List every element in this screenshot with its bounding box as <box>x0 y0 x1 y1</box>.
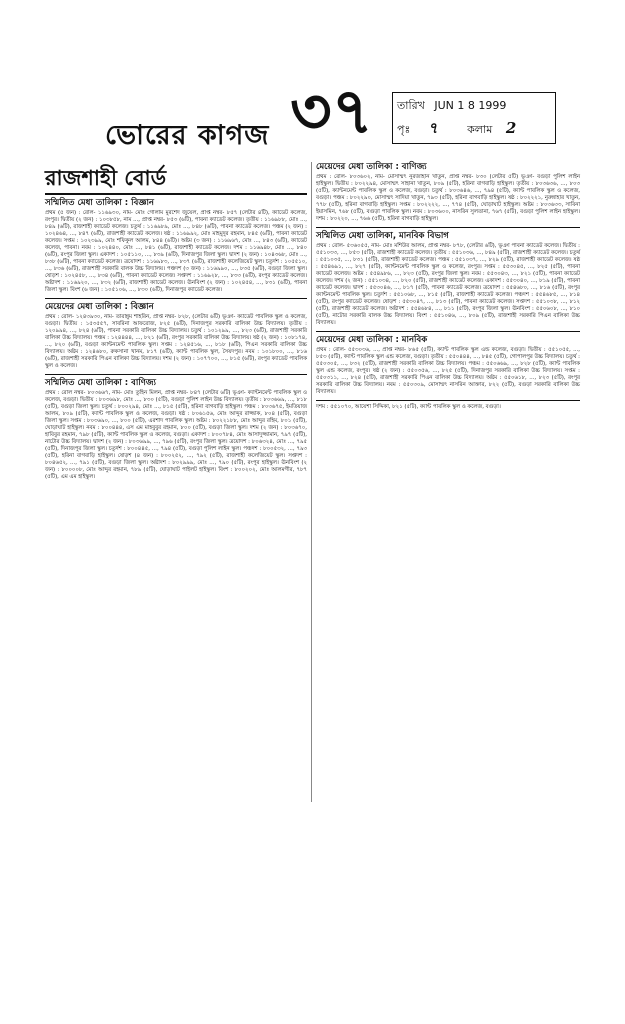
merit-list-text: প্রথম : রোল- ৫৩৬০৫৫, নাম- মোঃ মশিউর আলম, প্রাপ্ত নম্বর- ৮৭৮, (লেটার ৬টি), ভূঞা পাবনা ক্যাডেট কলেজ। দ্বিতীয় : ৫৫১০৩৩, ..., ৮৫৩ (৫টি), রাজশাহী ক্যাডেট কলেজ। তৃতীয় : ৫৫১০৩৬, ..., ৮৪৯ (৫টি), রাজশাহী ক্যাডেট কলেজ। চতুর্থ : ৫৫১০৩৫, ..., ৮৩১ (৫টি), রাজশাহী ক্যাডেট কলেজ। পঞ্চম : ৫৫১০৩৭, ..., ৮২৯ (৫টি), রাজশাহী ক্যাডেট কলেজ। ষষ্ঠ : ৫৫৪৬৯১, ..., ৮২৭ (৫টি), ক্যান্টনমেন্ট পাবলিক স্কুল ও কলেজ, রংপুর। সপ্তম : ৫৫৩০৪৫, ..., ৮২৫ (৫টি), পাবনা ক্যাডেট কলেজ। অষ্টম : ৫৫৪৯৮৬, ..., ৮২৩ (৫টি), রংপুর জিলা স্কুল। নবম : ৫৫৩০৪৩, ..., ৮২১ (৫টি), পাবনা ক্যাডেট কলেজ। দশম (২ জন) : ৫৫১০৩৪, ..., ৮২০ (৫টি), রাজশাহী ক্যাডেট কলেজ। একাদশ : ৫৫৩০৪০, ..., ৮১৯ (৫টি), পাবনা ক্যাডেট কলেজ। দ্বাদশ : ৫৫৩০৪৬, ..., ৮১৭ (৫টি), পাবনা ক্যাডেট কলেজ। ত্রয়োদশ : ৫৫৪৬৮০, ..., ৮১৬ (৫টি), রংপুর ক্যান্টনমেন্ট পাবলিক স্কুল। চতুর্দশ : ৫৫১০৬৮, ..., ৮১৫ (৫টি), রাজশাহী ক্যাডেট কলেজ। পঞ্চদশ : ৫৫৪৬৮৫, ..., ৮১৪ (৫টি), রংপুর ক্যাডেট কলেজ। ষোড়শ : ৫৫৩০৪৭, ..., ৮১৩ (৫টি), পাবনা ক্যাডেট কলেজ। সপ্তদশ : ৫৫১০৩৮, ..., ৮১২ (৫টি), রাজশাহী ক্যাডেট কলেজ। অষ্টাদশ : ৫৫৪৬৮৪, ..., ৮১১ (৫টি), রংপুর জিলা স্কুল। ঊনবিংশ : ৫৫০৬০৮, ..., ৮১০ (৫টি), নাটোর সরকারি বালক উচ্চ বিদ্যালয়। বিংশ : ৫৫১০৪৬, ..., ৮০৯ (৫টি), রাজশাহী সরকারি পিএন বালিকা উচ্চ বিদ্যালয়। <box>316 243 580 326</box>
merit-list-text: প্রথম : রোল- ১২৪৩৯৩০, নাম- তারান্নুম শাহরিন, প্রাপ্ত নম্বর- ৮২৮, (লেটার ৬টি) ভূঞা- ক্যাডেট পাবলিক স্কুল ও কলেজ, বগুড়া। দ্বিতীয় : ১৫৩৫৫৭, সাবরিনা আফরোজ, ৮২৫ (৬টি), দিনাজপুর সরকারি বালিকা উচ্চ বিদ্যালয়। তৃতীয় : ১২০৯৯৪, ..., ৮২৪ (৬টি), পাবনা সরকারি বালিকা উচ্চ বিদ্যালয়। চতুর্থ : ১০১২৯৯, ..., ৮২৩ (৬টি), রাজশাহী সরকারি বালিকা উচ্চ বিদ্যালয়। পঞ্চম : ১২৪৪৪৪, ..., ৮২১ (৬টি), রংপুর সরকারি বালিকা উচ্চ বিদ্যালয়। ষষ্ঠ (২ জন) : ১০৮১৭৪, ..., ৮২০ (৬টি), বগুড়া ক্যান্টনমেন্ট পাবলিক স্কুল। সপ্তম : ১২৪৫১৬, ..., ৮১৮ (৬টি), পিএন সরকারি বালিকা উচ্চ বিদ্যালয়। অষ্টম : ১২৪৬৮০, রুকসানা খানম, ৮১৭ (৬টি), ক্যান্ট পাবলিক স্কুল, সৈয়দপুর। নবম : ১০১৮০০, ..., ৮১৬ (৬টি), রাজশাহী সরকারি পিএন বালিকা উচ্চ বিদ্যালয়। দশম (২ জন) : ১০৭৭০০, ..., ৮১৫ (৬টি), রংপুর ক্যাডেট পাবলিক স্কুল ও কলেজ। <box>45 314 307 369</box>
stamp-date-row <box>397 97 506 116</box>
section-divider <box>316 400 580 401</box>
section-divider <box>316 331 580 332</box>
section-divider <box>45 374 307 375</box>
section-heading: সম্মিলিত মেধা তালিকা : বিজ্ঞান <box>45 198 154 208</box>
date-stamp <box>392 92 556 144</box>
stamp-page-row <box>397 117 516 142</box>
merit-list-text: প্রথম : রোল- ৫৫৩০৩৬, ..., প্রাপ্ত নম্বর- ৮৬৫ (৫টি), ক্যান্ট পাবলিক স্কুল এন্ড কলেজ, বগুড়া। দ্বিতীয় : ৫৫১০৫৫, ..., ৮৫৩ (৫টি), ক্যান্ট পাবলিক স্কুল এন্ড কলেজ, বগুড়া। তৃতীয় : ৫৫০৪৪৪, ..., ৮৪৫ (৫টি), গোপালপুর উচ্চ বিদ্যালয়। চতুর্থ : ৫৫০৩০৫, ..., ৮৩২ (৫টি), রাজশাহী সরকারি বালিকা উচ্চ বিদ্যালয়। পঞ্চম : ৫৫০৬৬৯, ..., ৮২৮ (৫টি), ক্যান্ট পাবলিক স্কুল এন্ড কলেজ, রংপুর। ষষ্ঠ (২ জন) : ৫৫০৩৫৬, ..., ৮২৫ (৫টি), দিনাজপুর সরকারি বালিকা উচ্চ বিদ্যালয়। সপ্তম : ৫৫০৩১১, ..., ৮২৪ (৫টি), রাজশাহী সরকারি পিএন বালিকা উচ্চ বিদ্যালয়। অষ্টম : ৫৫০৬১৮, ..., ৮২৩ (৫টি), রংপুর সরকারি বালিকা উচ্চ বিদ্যালয়। নবম : ৫৫০৩০৯, মোসাম্মৎ নাসরিন আক্তার, ৮২২ (৫টি), বগুড়া সরকারি বালিকা উচ্চ বিদ্যালয়। <box>316 347 580 395</box>
section-heading: সম্মিলিত মেধা তালিকা : বাণিজ্য <box>45 378 156 388</box>
section-heading: মেয়েদের মেধা তালিকা : বিজ্ঞান <box>45 302 154 312</box>
masthead <box>100 74 374 151</box>
handwritten-mark: ৩৭ <box>290 74 374 149</box>
section-heading: মেয়েদের মেধা তালিকা : বাণিজ্য <box>316 162 427 172</box>
stamp-column-value: 2 <box>505 119 517 137</box>
stamp-column-label: কলাম <box>467 123 493 136</box>
section-heading: সম্মিলিত মেধা তালিকা, মানবিক বিভাগ <box>316 231 449 241</box>
column-divider <box>311 162 312 802</box>
stamp-date-label: তারিখ <box>397 99 425 112</box>
merit-list-text: দশম : ৫৫১০৭০, আয়েশা সিদ্দিকা, ৮২১ (৫টি), ক্যান্ট পাবলিক স্কুল ও কলেজ, বগুড়া। <box>316 404 501 410</box>
stamp-page-label: পৃঃ <box>397 123 411 136</box>
merit-list-text: প্রথম (৫ জন) : রোল- ১১৬৯৩০, নাম- মোঃ গোলাম মুরশেদ জুয়েল, প্রাপ্ত নম্বর- ৮৫৭ (লেটার ৪টি), ক্যাডেট কলেজ, রংপুর। দ্বিতীয় (২ জন) : ১০৩৮৫৮, নাম ..., প্রাপ্ত নম্বর- ৮৫৩ (৬টি), পাবনা ক্যাডেট কলেজ। তৃতীয় : ১১৬৯৮৮, মোঃ ..., ৮৪৯ (৬টি), রাজশাহী ক্যাডেট কলেজ। চতুর্থ : ১১৬৯৮৯, মোঃ ..., ৮৪৮ (৬টি), পাবনা ক্যাডেট কলেজ। পঞ্চম (২ জন) : ১০২৪৬৪, ..., ৮৪৭ (৬টি), রাজশাহী ক্যাডেট কলেজ। ষষ্ঠ : ১১৬৯৯২, মোঃ মাহমুদুর রহমান, ৮৪৫ (৬টি), পাবনা ক্যাডেট কলেজ। সপ্তম : ১০২৩৯৯, মোঃ শফিকুল আলম, ৮৪৪ (৬টি)। অষ্টম (৩ জন) : ১১৬৯৬৭, মোঃ ..., ৮৪৩ (৬টি), ক্যাডেট কলেজ, পাবনা। নবম : ১০২৪৪০, মোঃ ..., ৮৪১ (৬টি), রাজশাহী ক্যাডেট কলেজ। দশম : ১১৬৯৪৮, মোঃ ..., ৮৪০ (৬টি), রংপুর জিলা স্কুল। একাদশ : ১০৫১১০, ..., ৮৩৯ (৬টি), দিনাজপুর জিলা স্কুল। দ্বাদশ (২ জন) : ১০৪৩৬৮, মোঃ ..., ৮৩৮ (৬টি), পাবনা ক্যাডেট কলেজ। ত্রয়োদশ : ১১৬৯৮৩, ..., ৮৩৭ (৬টি), রাজশাহী কলেজিয়েট স্কুল। চতুর্দশ : ১০৫৫১০, ..., ৮৩৬ (৬টি), রাজশাহী সরকারি বালক উচ্চ বিদ্যালয়। পঞ্চদশ (৩ জন) : ১১৬৯৯০, ..., ৮৩৫ (৬টি), বগুড়া জিলা স্কুল। ষোড়শ : ১০২৪৫৮, ..., ৮৩৪ (৬টি), পাবনা ক্যাডেট কলেজ। সপ্তদশ : ১১৬৯২৮, ..., ৮৩৩ (৬টি), রংপুর ক্যাডেট কলেজ। অষ্টাদশ : ১১৬৯২০, ..., ৮৩২ (৬টি), রাজশাহী ক্যাডেট কলেজ। ঊনবিংশ (২ জন) : ১০২৪৫৪, ..., ৮৩১ (৬টি), পাবনা জিলা স্কুল। বিংশ (৬ জন) : ১০৫১০৬, ..., ৮৩০ (৬টি), দিনাজপুর ক্যাডেট কলেজ। <box>45 210 307 293</box>
stamp-date-value: JUN 1 8 1999 <box>434 99 507 112</box>
left-column <box>45 165 307 481</box>
section-divider <box>316 227 580 228</box>
merit-list-text: প্রথম : রোল নম্বর- ৮০৩৬৬৭, নাম- মোঃ তুহিন মিলন, প্রাপ্ত নম্বর- ৮৪৭ (লেটার ৬টি) ভূঞা- ক্যান্টনমেন্ট পাবলিক স্কুল ও কলেজ, বগুড়া। দ্বিতীয় : ৮০৩৬৯৮, মোঃ ..., ৮৩০ (৫টি), বগুড়া পুলিশ লাইন উচ্চ বিদ্যালয়। তৃতীয় : ৮০৩৬৬৯, ..., ৮১৮ (৫টি), বগুড়া জিলা স্কুল। চতুর্থ : ৮০০২৯৪, মোঃ ..., ৮১৫ (৫টি), হরিনা বাগবাড়ি হাইস্কুল। পঞ্চম : ৮০৩৬৭৫, ইমতিয়াজ আলম, ৮০৯ (৫টি), ক্যান্ট পাবলিক স্কুল ও কলেজ, বগুড়া। ষষ্ঠ : ৮০৬১৫৬, মোঃ আব্দুর রাজ্জাক, ৮০৪ (৫টি), বগুড়া জিলা স্কুল। সপ্তম : ৮০৩৬৯০, ..., ৮০০ (৫টি), এরশাদ পাবলিক স্কুল। অষ্টম : ৮০২২১৮৮, মোঃ আব্দুর রহিম, ৮০১ (৫টি), ঘোড়াঘাট হাইস্কুল। নবম : ৮০০৪৪৪, এস এম মাহবুবুর রহমান, ৮০০ (৫টি), বগুড়া জিলা স্কুল। দশম (২ জন) : ৮০৩৬৭০, হাবিবুর রহমান, ৭৯৮ (৫টি), ক্যান্ট পাবলিক স্কুল ও কলেজ, বগুড়া। একাদশ : ৮০০৭৮৪, মোঃ আসাদুজ্জামান, ৭৯৭ (৫টি), নাটোর উচ্চ বিদ্যালয়। দ্বাদশ (২ জন) : ৮০৩৬৯৯, ..., ৭৯৬ (৫টি), রংপুর জিলা স্কুল। ত্রয়োদশ : ৮০৬৩২৪, মোঃ ..., ৭৯৫ (৫টি), দিনাজপুর জিলা স্কুল। চতুর্দশ : ৮০০৪৪৫, ..., ৭৯৪ (৫টি), বগুড়া পুলিশ লাইন স্কুল। পঞ্চদশ : ৮০০৫৩২, ..., ৭৯৩ (৫টি), হরিনা বাগবাড়ি হাইস্কুল। ষোড়শ (৪ জন) : ৮০০২৫২, ..., ৭৯২ (৫টি), রাজশাহী কলেজিয়েট স্কুল। সপ্তদশ : ৮০৪৬৫২, ..., ৭৯১ (৫টি), বগুড়া জিলা স্কুল। অষ্টাদশ : ৮০২৯৯৯, মোঃ ..., ৭৯০ (৫টি), রংপুর হাইস্কুল। ঊনবিংশ (২ জন) : ৮০০০০৮, মোঃ আব্দুর রহমান, ৭৮৯ (৫টি), ঘোড়াঘাট পাইলট হাইস্কুল। বিংশ : ৮০০২০২, মোঃ আলমগীর, ৭৮৭ (৫টি), এম এম হাইস্কুল। <box>45 390 307 480</box>
right-column <box>316 160 580 411</box>
stamp-page-value: ৭ <box>427 119 438 137</box>
section-divider <box>45 298 307 299</box>
paper-name: ভোরের কাগজ <box>105 120 270 151</box>
section-heading: মেয়েদের মেধা তালিকা : মানবিক <box>316 335 428 345</box>
merit-list-text: প্রথম : রোল- ৮০৩৬০২, নাম- মোসাম্মৎ নুরজাহান খাতুন, প্রাপ্ত নম্বর- ৮৩০ (লেটার ৫টি) ভূঞা- বগুড়া পুলিশ লাইন হাইস্কুল। দ্বিতীয় : ৮০২২৯৪, মোসাম্মৎ সাহানা খাতুন, ৮০৯ (৫টি), হরিনা বাগবাড়ি হাইস্কুল। তৃতীয় : ৮০৩৬৩৬, ..., ৮০৩ (৫টি), ক্যান্টনমেন্ট পাবলিক স্কুল ও কলেজ, বগুড়া। চতুর্থ : ৮০৩৬৪৬, ..., ৭৯৪ (৫টি), ক্যান্ট পাবলিক স্কুল ও কলেজ, বগুড়া। পঞ্চম : ৮০২২৯০, মোসাম্মৎ সাদিয়া খাতুন, ৭৯৩ (৫টি), হরিনা বাগবাড়ি হাইস্কুল। ষষ্ঠ : ৮০২২২১, নুরুন্নাহার খাতুন, ৭৭৮ (৫টি), হরিনা বাগবাড়ি হাইস্কুল। সপ্তম : ৮০২২২২, ..., ৭৭৪ (৫টি), ঘোড়াঘাট হাইস্কুল। অষ্টম : ৮০৩৬৩৩, সাবিনা ইয়াসমিন, ৭৬৮ (৫টি), বগুড়া পাবলিক স্কুল। নবম : ৮০৩৬০০, নাসরিন সুলতানা, ৭৬৭ (৫টি), বগুড়া পুলিশ লাইন হাইস্কুল। দশম : ৮০২২০, ..., ৭৬৬ (৫টি), হরিনা বাগবাড়ি হাইস্কুল। <box>316 174 580 222</box>
board-title: রাজশাহী বোর্ড <box>45 165 307 195</box>
